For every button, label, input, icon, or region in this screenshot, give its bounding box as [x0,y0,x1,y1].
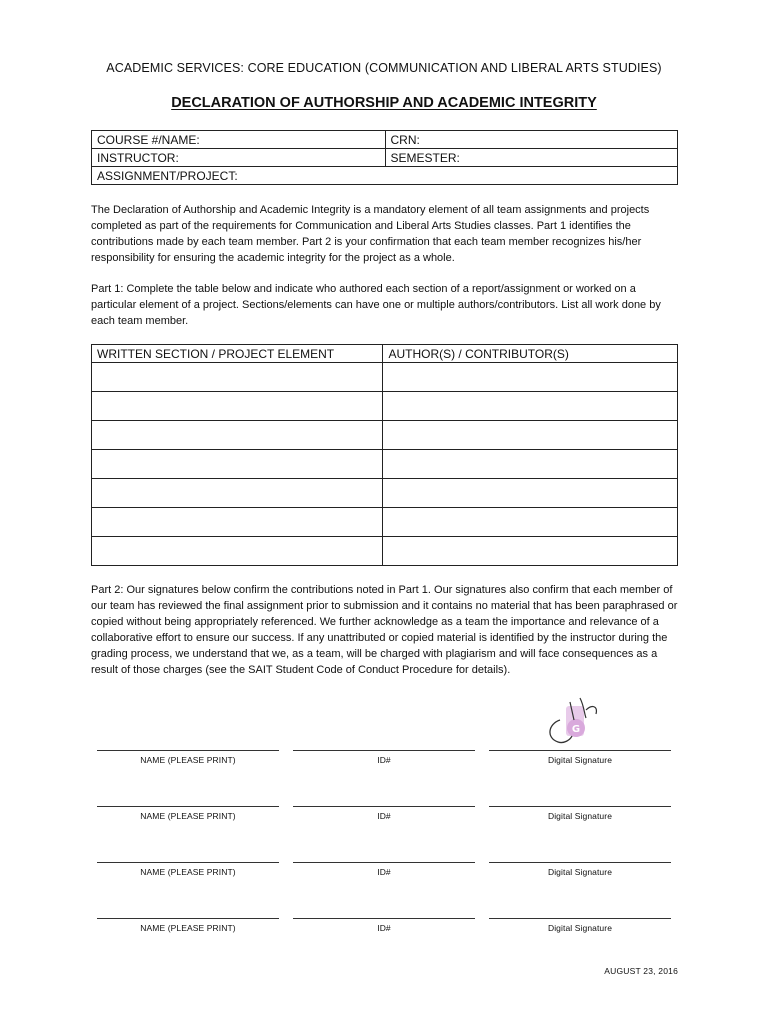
signature-label: Digital Signature [547,811,613,821]
crn-label: CRN: [390,132,420,147]
author-cell[interactable] [383,508,678,537]
id-label: ID# [377,755,391,765]
id-line[interactable] [293,750,475,751]
author-cell[interactable] [383,537,678,566]
table-row [92,363,678,392]
section-cell[interactable] [92,363,383,392]
signature-label: Digital Signature [547,923,613,933]
semester-field[interactable] [385,149,678,167]
assignment-field[interactable] [92,167,678,185]
id-label: ID# [377,867,391,877]
signature-row [0,862,768,892]
semester-label: SEMESTER: [390,150,460,165]
section-cell[interactable] [92,479,383,508]
id-line[interactable] [293,806,475,807]
section-cell[interactable] [92,508,383,537]
section-column-header: WRITTEN SECTION / PROJECT ELEMENT [92,345,383,363]
crn-field[interactable] [385,131,678,149]
signature-row [0,806,768,836]
table-row [92,537,678,566]
signature-label: Digital Signature [547,755,613,765]
name-line[interactable] [97,806,279,807]
intro-paragraph: The Declaration of Authorship and Academic Integrity is a mandatory element of all team assignments and projects completed as part of the requirements for Communication and Liberal Arts Studies classes. Part 1 identifies the contributions made by each team member. Part 2 is your confirmation that each team member recognizes his/her responsibility for ensuring the academic integrity for the project as a whole. [91,204,650,264]
author-cell[interactable] [383,479,678,508]
author-cell[interactable] [383,363,678,392]
svg-text:G: G [571,724,581,735]
handwritten-signature-icon [540,690,615,752]
table-row [92,479,678,508]
table-row [92,421,678,450]
name-label: NAME (PLEASE PRINT) [140,811,236,821]
section-cell[interactable] [92,392,383,421]
section-cell[interactable] [92,537,383,566]
author-cell[interactable] [383,421,678,450]
signature-row [0,918,768,948]
id-label: ID# [377,811,391,821]
id-line[interactable] [293,862,475,863]
course-name-field[interactable] [92,131,386,149]
course-info-table [91,130,678,185]
assignment-label: ASSIGNMENT/PROJECT: [97,168,238,183]
course-name-label: COURSE #/NAME: [97,132,200,147]
instructor-field[interactable] [92,149,386,167]
form-title-text: DECLARATION OF AUTHORSHIP AND ACADEMIC INTEGRITY [171,95,597,111]
table-row [92,508,678,537]
table-row [92,392,678,421]
name-label: NAME (PLEASE PRINT) [140,867,236,877]
table-row [92,450,678,479]
name-label: NAME (PLEASE PRINT) [140,755,236,765]
instructor-label: INSTRUCTOR: [97,150,179,165]
signature-row [0,750,768,780]
signature-line[interactable] [489,750,671,751]
id-label: ID# [377,923,391,933]
section-cell[interactable] [92,421,383,450]
signature-line[interactable] [489,918,671,919]
signature-label: Digital Signature [547,867,613,877]
name-line[interactable] [97,750,279,751]
contribution-table [91,344,678,566]
name-label: NAME (PLEASE PRINT) [140,923,236,933]
id-line[interactable] [293,918,475,919]
author-cell[interactable] [383,450,678,479]
part1-paragraph: Part 1: Complete the table below and indicate who authored each section of a report/assignment or worked on a particular element of a project. Sections/elements can have one or multiple authors/contributors. List all work done by each team member. [91,283,661,327]
section-cell[interactable] [92,450,383,479]
form-title [0,94,768,112]
name-line[interactable] [97,862,279,863]
signature-line[interactable] [489,806,671,807]
signature-line[interactable] [489,862,671,863]
part2-paragraph: Part 2: Our signatures below confirm the contributions noted in Part 1. Our signatures also confirm that each member of our team has reviewed the final assignment prior to submission and it contains no material that has been paraphrased or copied without being appropriately referenced. We further acknowledge as a team the importance and relevance of a collaborative effort to ensure our success. If any unattributed or copied material is identified by the instructor during the grading process, we understand that we, as a team, will be charged with plagiarism and will face consequences as a result of those charges (see the SAIT Student Code of Conduct Procedure for details). [91,584,678,676]
footer-date: AUGUST 23, 2016 [604,966,678,976]
name-line[interactable] [97,918,279,919]
department-header: ACADEMIC SERVICES: CORE EDUCATION (COMMUNICATION AND LIBERAL ARTS STUDIES) [106,61,662,75]
author-cell[interactable] [383,392,678,421]
author-column-header: AUTHOR(S) / CONTRIBUTOR(S) [383,345,678,363]
